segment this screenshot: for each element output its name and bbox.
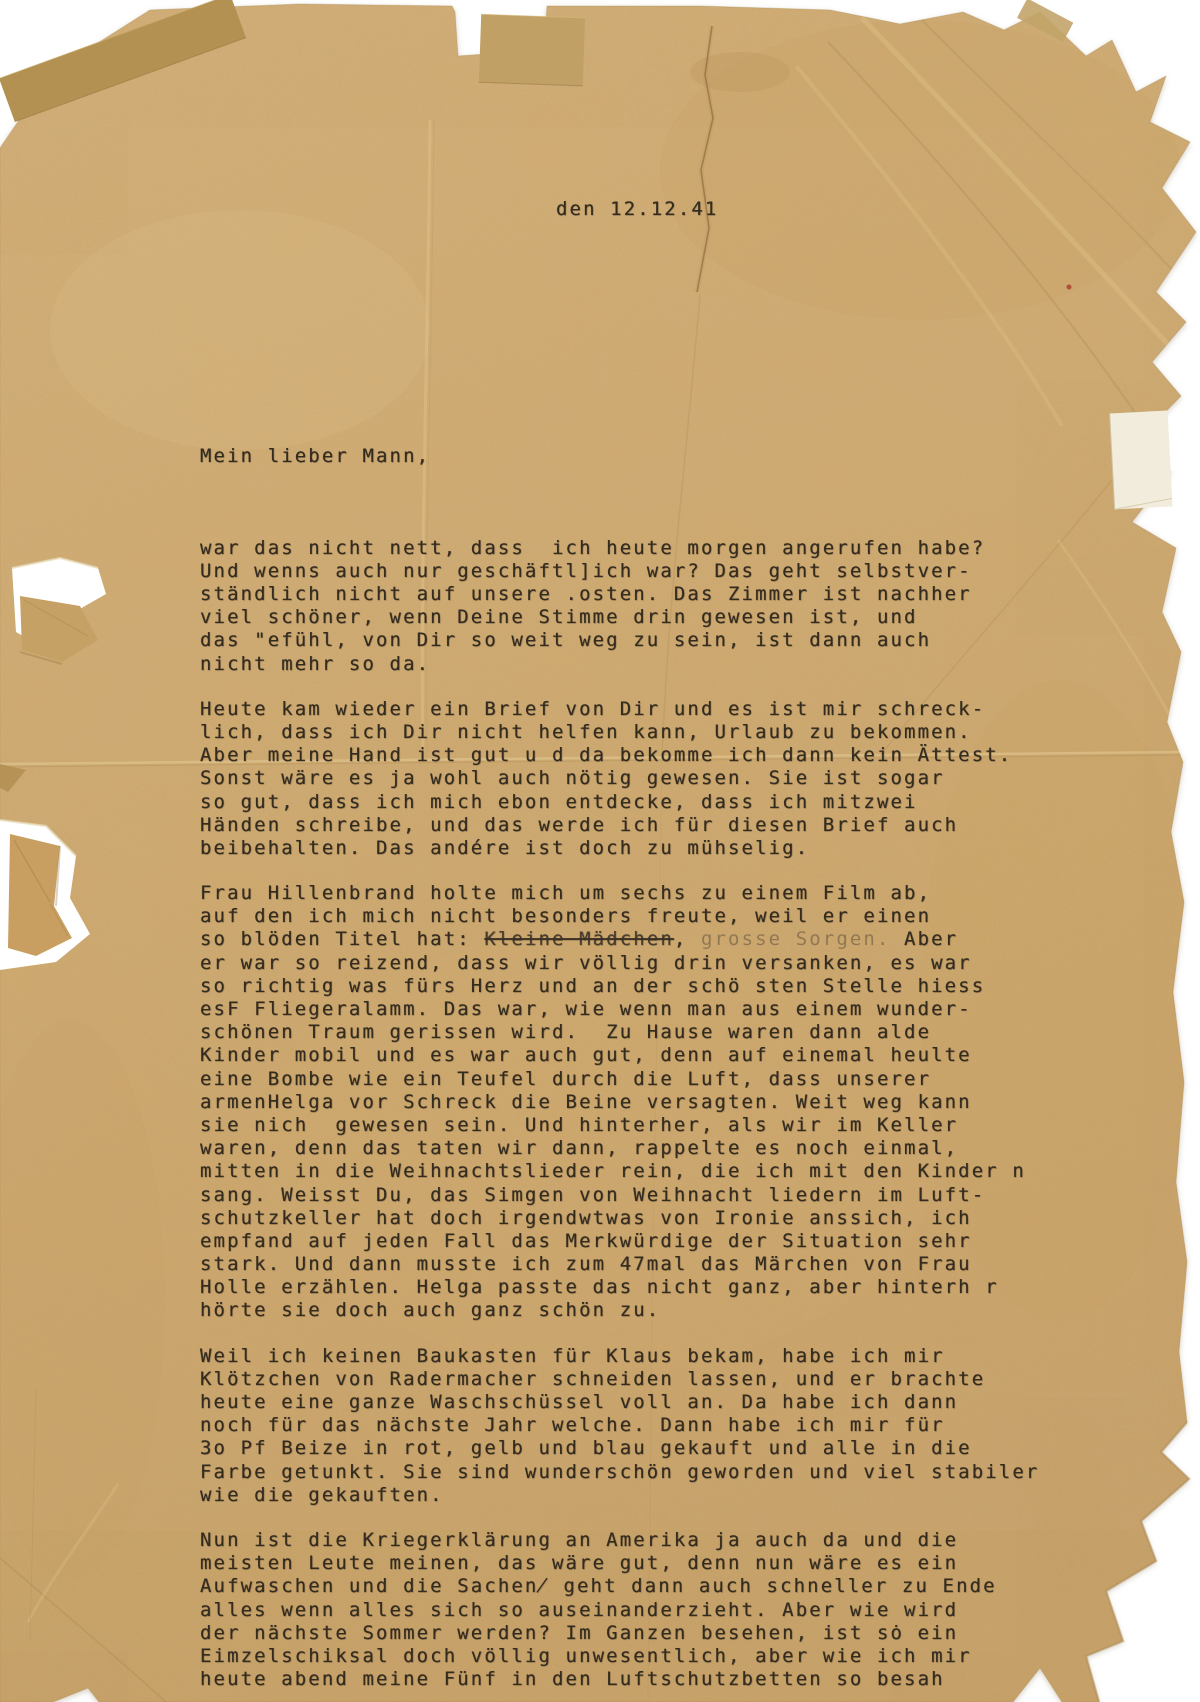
letter-line: Aufwaschen und die Sachen̸ geht dann auch schneller zu Ende [200,1575,997,1598]
letter-line: der nächste Sommer werden? Im Ganzen besehen, ist sȯ ein [200,1621,959,1644]
letter-line: er war so reizend, dass wir völlig drin versanken, es war [200,951,972,974]
letter-line: heute eine ganze Waschschüssel voll an. Da habe ich dann [200,1391,959,1413]
tape-top-center [479,14,585,86]
letter-line: eine Bombe wie ein Teufel durch die Luft, dass unserer [200,1067,932,1090]
letter-line: viel schöner, wenn Deine Stimme drin gewesen ist, und [200,606,918,629]
letter-line: Händen schreibe, und das werde ich für diesen Brief auch [200,813,959,836]
letter-line: noch für das nächste Jahr welche. Dann habe ich mir für [200,1414,945,1437]
letter-paragraph [200,1345,1120,1507]
letter-line: Klötzchen von Radermacher schneiden lassen, und er brachte [200,1367,986,1390]
letter-line: 3o Pf Beize in rot, gelb und blau gekauft und alle in die [200,1437,972,1460]
letter-line: sie nich gewesen sein. Und hinterher, als wir im Keller [200,1113,959,1136]
letter-line: Heute kam wieder ein Brief von Dir und es ist mir schreck- [200,697,986,720]
letter-paragraph [200,537,1120,676]
letter-line: Kinder mobil und es war auch gut, denn auf einemal heulte [200,1044,972,1067]
letter-line: Eimzelschiksal doch völlig unwesentlich, aber wie ich mir [200,1644,972,1667]
letter-line: schutzkeller hat doch irgendwtwas von Ironie anssich, ich [200,1206,972,1229]
letter-text [200,152,1120,1702]
letter-line: auf den ich mich nicht besonders freute, weil er einen [200,905,932,928]
letter-text-segment: , [673,928,701,951]
letter-line: so richtig was fürs Herz und an der schö sten Stelle hiess [200,974,986,997]
letter-paragraph [200,1529,1120,1691]
letter-line: meisten Leute meinen, das wäre gut, denn nun wäre es ein [200,1552,959,1575]
letter-line: empfand auf jeden Fall das Merkwürdige der Situation sehr [200,1229,972,1252]
letter-line: Frau Hillenbrand holte mich um sechs zu einem Film ab, [200,882,932,905]
letter-line: esF Fliegeralamm. Das war, wie wenn man aus einem wunder- [200,998,972,1020]
letter-line: ständlich nicht auf unsere .osten. Das Zimmer ist nachher [200,583,972,605]
letter-text-segment: so blöden Titel hat: [200,928,485,951]
letter-line: war das nicht nett, dass ich heute morgen angerufen habe? [200,536,986,559]
letter-line: Holle erzählen. Helga passte das nicht ganz, aber hinterh r [200,1276,999,1299]
film-title-faded: grosse Sorgen. [700,928,891,951]
letter-text-segment: Aber [890,928,959,951]
letter-line: nicht mehr so da. [200,652,431,675]
letter-line: armenHelga vor Schreck die Beine versagten. Weit weg kann [200,1090,972,1113]
film-title-struck: Kleine Mädchen [484,928,674,951]
letter-line: Und wenns auch nur geschäftl]ich war? Das geht selbstver- [200,559,972,582]
letter-line: alles wenn alles sich so auseinanderzieht. Aber wie wird [200,1598,959,1621]
letter-date: den 12.12.41 [556,198,719,221]
letter-paragraph [200,698,1120,860]
letter-line: beibehalten. Das andére ist doch zu mühselig. [200,836,810,859]
letter-salutation: Mein lieber Mann, [200,445,431,468]
letter-line: Nun ist die Kriegerklärung an Amerika ja auch da und die [200,1528,959,1551]
letter-line: Farbe getunkt. Sie sind wunderschön geworden und viel stabiler [200,1460,1040,1483]
letter-body [200,537,1120,1692]
letter-line: so gut, dass ich mich ebon entdecke, dass ich mitzwei [200,790,918,813]
letter-line [200,928,1120,951]
letter-line: heute abend meine Fünf in den Luftschutzbetten so besah [200,1668,945,1691]
letter-paragraph [200,882,1120,1323]
letter-line: hörte sie doch auch ganz schön zu. [200,1299,661,1322]
letter-line: das "efühl, von Dir so weit weg zu sein, ist dann auch [200,629,932,652]
letter-line: mitten in die Weihnachtslieder rein, die ich mit den Kinder n [200,1160,1026,1183]
letter-line: Aber meine Hand ist gut u d da bekomme ich dann kein Ättest. [200,744,1013,767]
letter-line: Weil ich keinen Baukasten für Klaus bekam, habe ich mir [200,1344,945,1367]
letter-line: Sonst wäre es ja wohl auch nötig gewesen. Sie ist sogar [200,767,945,790]
letter-line: lich, dass ich Dir nicht helfen kann, Urlaub zu bekommen. [200,720,972,743]
letter-line: sang. Weisst Du, das Simgen von Weihnacht liedern im Luft- [200,1183,986,1206]
letter-line: stark. Und dann musste ich zum 47mal das Märchen von Frau [200,1253,972,1276]
letter-line: waren, denn das taten wir dann, rappelte es noch einmal, [200,1137,959,1160]
letter-line: schönen Traum gerissen wird. Zu Hause waren dann alde [200,1021,932,1044]
letter-line: wie die gekauften. [200,1483,444,1506]
